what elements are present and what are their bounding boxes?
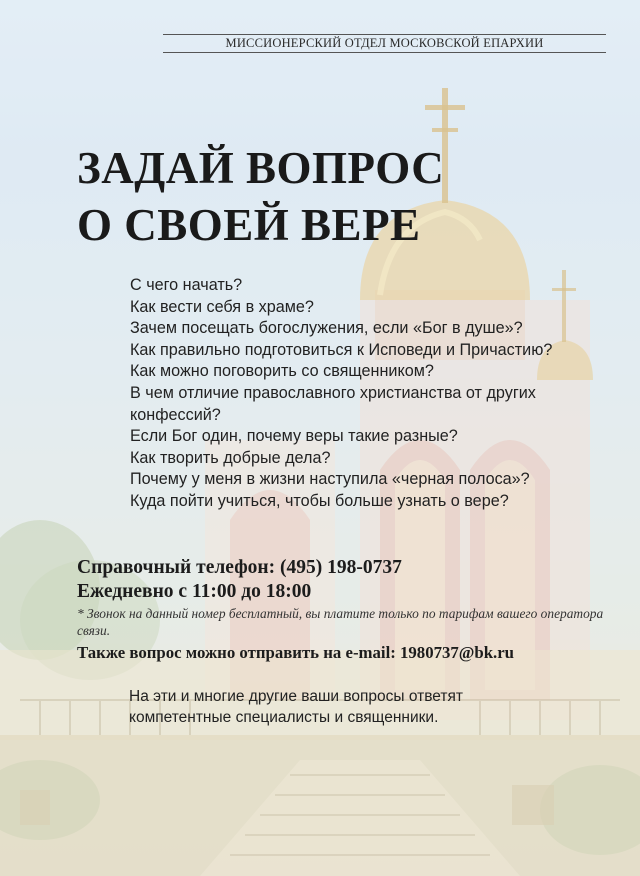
header-rule-top xyxy=(163,34,606,35)
call-note: * Звонок на данный номер бесплатный, вы платите только по тарифам вашего оператора связи. xyxy=(77,606,604,638)
hours-line: Ежедневно с 11:00 до 18:00 xyxy=(77,581,312,602)
phone-line: Справочный телефон: (495) 198-0737 xyxy=(77,557,402,578)
questions-list xyxy=(130,275,600,513)
title-line-1: ЗАДАЙ ВОПРОС xyxy=(77,143,445,193)
question-item: Куда пойти учиться, чтобы больше узнать о вере? xyxy=(130,491,509,510)
question-item: Почему у меня в жизни наступила «черная полоса»? xyxy=(130,470,530,489)
email-line: Также вопрос можно отправить на e-mail: 1980737@bk.ru xyxy=(77,643,515,662)
contact-block xyxy=(77,556,617,664)
title-line-2: О СВОЕЙ ВЕРЕ xyxy=(77,200,421,250)
question-item: В чем отличие православного христианства от других конфессий? xyxy=(130,383,536,424)
question-item: Зачем посещать богослужения, если «Бог в душе»? xyxy=(130,319,523,338)
question-item: С чего начать? xyxy=(130,276,243,294)
question-item: Как вести себя в храме? xyxy=(130,297,314,316)
page-title xyxy=(77,140,444,254)
question-item: Если Бог один, почему веры такие разные? xyxy=(130,427,458,446)
question-item: Как можно поговорить со священником? xyxy=(130,362,434,381)
header-organization: МИССИОНЕРСКИЙ ОТДЕЛ МОСКОВСКОЙ ЕПАРХИИ xyxy=(225,36,544,50)
question-item: Как творить добрые дела? xyxy=(130,448,331,467)
question-item: Как правильно подготовиться к Исповеди и Причастию? xyxy=(130,340,553,359)
closing-text: На эти и многие другие ваши вопросы ответят компетентные специалисты и священники. xyxy=(129,688,463,726)
header-rule-bottom xyxy=(163,52,606,53)
